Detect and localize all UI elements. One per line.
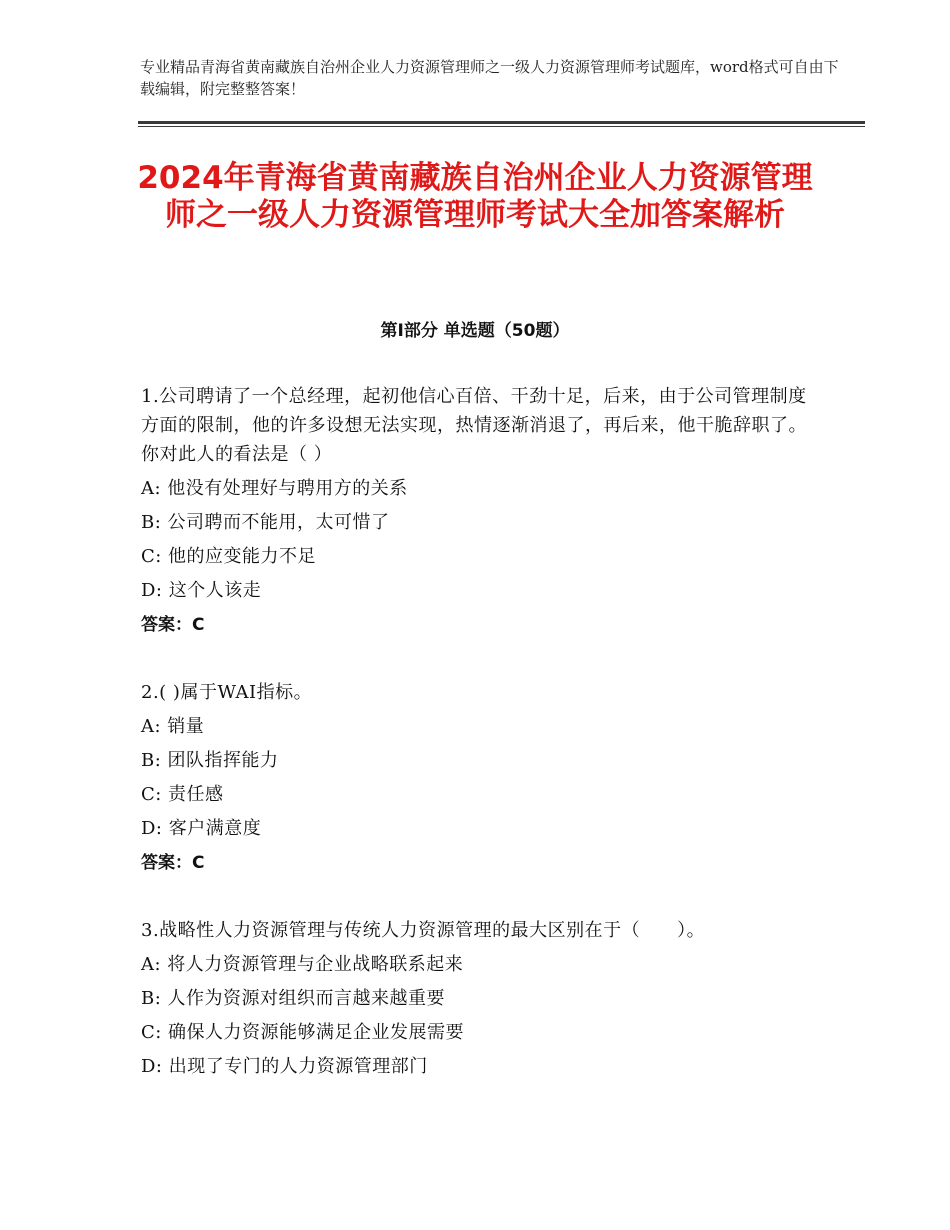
question-spacer [141, 880, 821, 916]
question-list [141, 382, 821, 1084]
question-option-d: D: 这个人该走 [141, 580, 262, 601]
question-option-c: C: 他的应变能力不足 [141, 546, 317, 567]
section-title: 第Ⅰ部分 单选题（50题） [380, 321, 570, 341]
question-option-c: C: 责任感 [141, 784, 224, 805]
question-option-a: A: 将人力资源管理与企业战略联系起来 [141, 954, 464, 975]
question-option-b: B: 团队指挥能力 [141, 750, 279, 771]
document-title: 2024年青海省黄南藏族自治州企业人力资源管理师之一级人力资源管理师考试大全加答案解析 [137, 160, 813, 233]
question-answer: 答案：C [141, 853, 205, 873]
header-divider [138, 121, 865, 127]
question-spacer [141, 642, 821, 678]
question-3 [141, 916, 821, 1084]
question-option-d: D: 客户满意度 [141, 818, 262, 839]
question-2 [141, 678, 821, 880]
question-1 [141, 382, 821, 642]
question-option-d: D: 出现了专门的人力资源管理部门 [141, 1056, 428, 1077]
question-option-a: A: 销量 [141, 716, 205, 737]
header-divider-thick [138, 121, 865, 124]
question-stem: 3.战略性人力资源管理与传统人力资源管理的最大区别在于（ ）。 [141, 920, 706, 941]
header-divider-thin [138, 126, 865, 127]
question-answer: 答案：C [141, 615, 205, 635]
question-option-b: B: 人作为资源对组织而言越来越重要 [141, 988, 446, 1009]
question-option-c: C: 确保人力资源能够满足企业发展需要 [141, 1022, 465, 1043]
question-stem: 1.公司聘请了一个总经理，起初他信心百倍、干劲十足，后来，由于公司管理制度方面的限制，他的许多设想无法实现，热情逐渐消退了，再后来，他干脆辞职了。你对此人的看法是（ ） [141, 386, 807, 465]
question-option-a: A: 他没有处理好与聘用方的关系 [141, 478, 408, 499]
question-option-b: B: 公司聘而不能用，太可惜了 [141, 512, 390, 533]
question-stem: 2.( )属于WAI指标。 [141, 682, 313, 703]
header-note: 专业精品青海省黄南藏族自治州企业人力资源管理师之一级人力资源管理师考试题库，word格式可自由下载编辑，附完整整答案！ [140, 58, 839, 98]
